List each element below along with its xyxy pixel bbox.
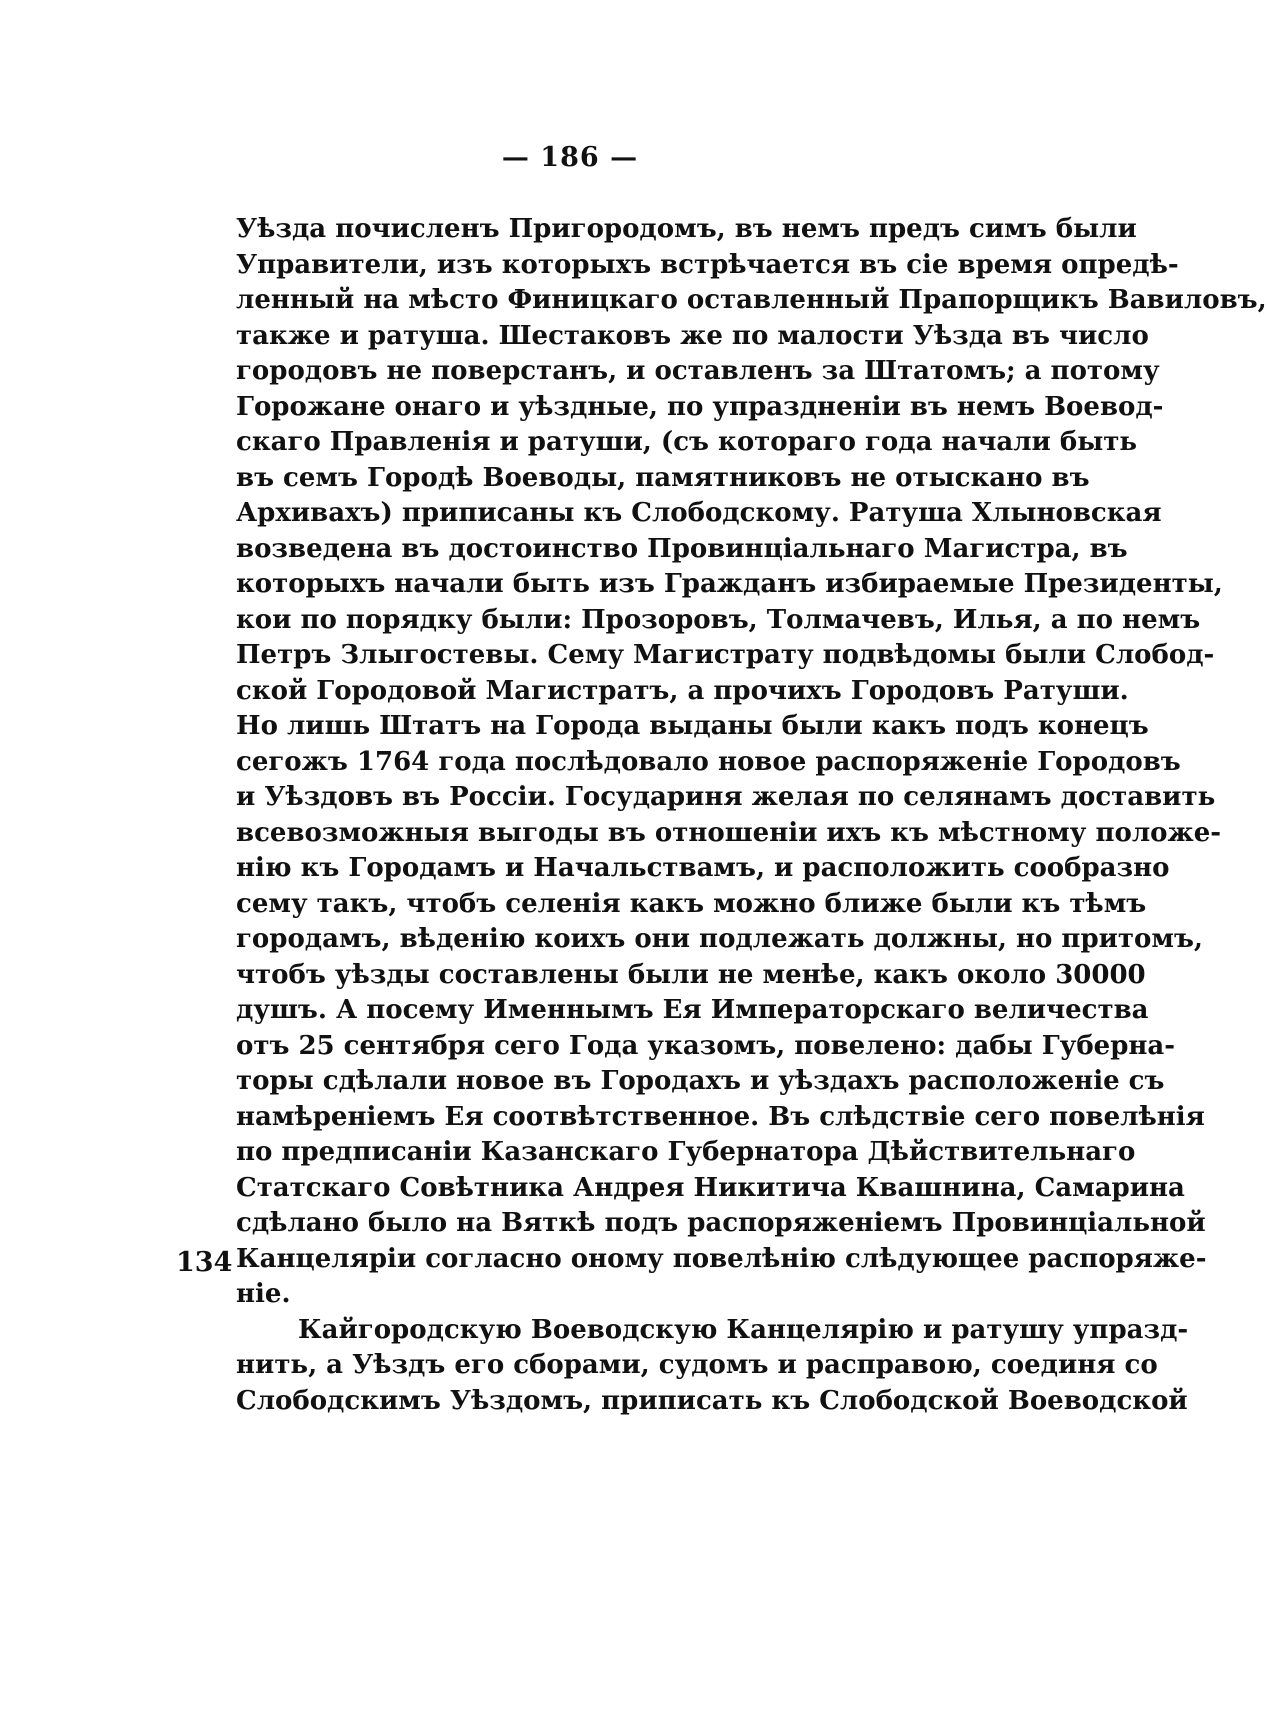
text-line: Петръ Злыгостевы. Сему Магистрату подвѣдомы были Слобод-: [236, 640, 1215, 670]
text-line: нить, а Уѣздъ его сборами, судомъ и расправою, соединя со: [236, 1350, 1158, 1380]
text-line: чтобъ уѣзды составлены были не менѣе, какъ около 30000: [236, 959, 1146, 990]
text-line: Управители, изъ которыхъ встрѣчается въ сіе время опредѣ-: [236, 249, 1179, 280]
text-line: и Уѣздовъ въ Россіи. Государиня желая по селянамъ доставить: [236, 782, 1216, 812]
body-text: [236, 212, 1267, 1419]
text-line: торы сдѣлали новое въ Городахъ и уѣздахъ расположеніе съ: [236, 1066, 1165, 1096]
text-line: городамъ, вѣденію коихъ они подлежать должны, но притомъ,: [236, 924, 1203, 954]
text-line: сдѣлано было на Вяткѣ подъ распоряженіемъ Провинціальной: [236, 1208, 1206, 1238]
text-line: ніе.: [236, 1279, 291, 1309]
text-line: всевозможныя выгоды въ отношеніи ихъ къ мѣстному положе-: [236, 817, 1222, 848]
text-line: отъ 25 сентября сего Года указомъ, повелено: дабы Губерна-: [236, 1030, 1176, 1061]
text-line: по предписаніи Казанскаго Губернатора Дѣйствительнаго: [236, 1137, 1136, 1167]
text-line: Но лишь Штатъ на Города выданы были какъ подъ конецъ: [236, 711, 1149, 741]
text-line: Статскаго Совѣтника Андрея Никитича Квашнина, Самарина: [236, 1172, 1185, 1203]
text-line: душъ. А посему Именнымъ Ея Императорскаго величества: [236, 995, 1149, 1025]
text-line: намѣреніемъ Ея соотвѣтственное. Въ слѣдствіе сего повелѣнія: [236, 1101, 1205, 1132]
text-line: городовъ не поверстанъ, и оставленъ за Штатомъ; а потому: [236, 356, 1160, 386]
text-line: Архивахъ) приписаны къ Слободскому. Ратуша Хлыновская: [236, 498, 1162, 528]
text-line: Уѣзда почисленъ Пригородомъ, въ немъ предъ симъ были: [236, 214, 1137, 244]
margin-paragraph-number: 134: [176, 1247, 233, 1278]
text-line: которыхъ начали быть изъ Гражданъ избираемые Президенты,: [236, 569, 1223, 599]
text-line: Горожане онаго и уѣздные, по упраздненіи въ немъ Воевод-: [236, 391, 1164, 422]
text-line: Слободскимъ Уѣздомъ, приписать къ Слободской Воеводской: [236, 1385, 1188, 1416]
text-line: возведена въ достоинство Провинціальнаго Магистра, въ: [236, 533, 1128, 564]
text-line: Канцеляріи согласно оному повелѣнію слѣдующее распоряже-: [236, 1243, 1207, 1274]
text-line: скаго Правленія и ратуши, (съ котораго года начали быть: [236, 427, 1138, 457]
text-line: сегожъ 1764 года послѣдовало новое распоряженіе Городовъ: [236, 746, 1181, 777]
text-line: Кайгородскую Воеводскую Канцелярію и ратушу упразд-: [298, 1314, 1189, 1345]
text-line: въ семъ Городѣ Воеводы, памятниковъ не отыскано въ: [236, 462, 1090, 493]
page-number: — 186 —: [501, 142, 639, 173]
text-line: кои по порядку были: Прозоровъ, Толмачевъ, Илья, а по немъ: [236, 604, 1201, 635]
text-line: нію къ Городамъ и Начальствамъ, и расположить сообразно: [236, 853, 1170, 883]
text-line: ленный на мѣсто Финицкаго оставленный Прапорщикъ Вавиловъ,: [236, 285, 1267, 315]
text-line: сему такъ, чтобъ селенія какъ можно ближе были къ тѣмъ: [236, 888, 1147, 919]
text-line: ской Городовой Магистратъ, а прочихъ Городовъ Ратуши.: [236, 675, 1129, 706]
text-line: также и ратуша. Шестаковъ же по малости Уѣзда въ число: [236, 320, 1149, 351]
